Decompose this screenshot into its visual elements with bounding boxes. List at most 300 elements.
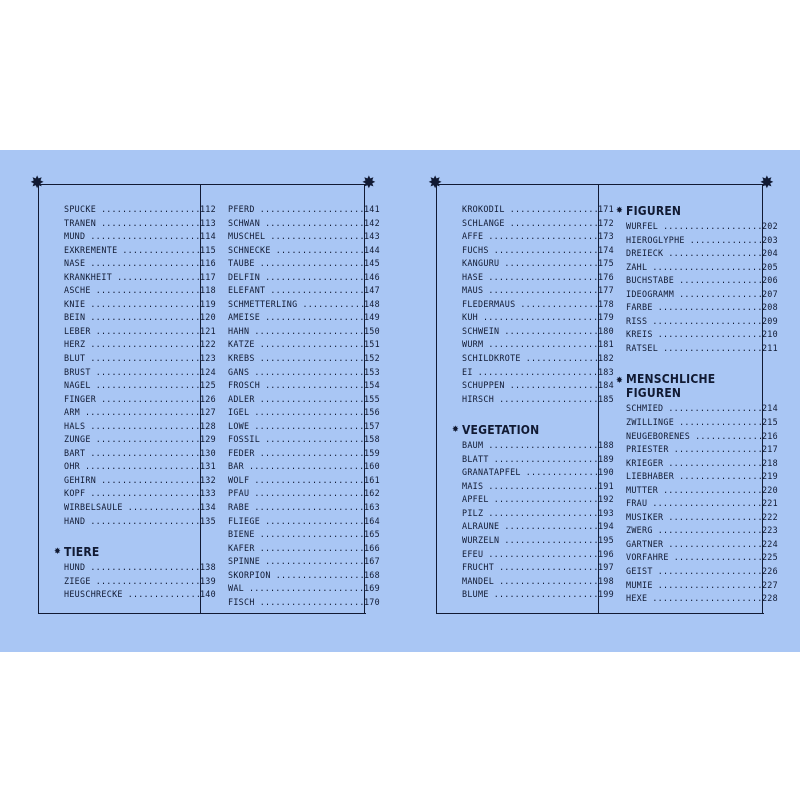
entry-page-number: 219 [761, 471, 778, 482]
entry-page-number: 211 [761, 342, 778, 353]
entry-page-number: 117 [199, 271, 216, 282]
index-entry [64, 562, 216, 576]
left-rule [436, 184, 437, 614]
entry-page-number: 145 [363, 258, 380, 269]
entry-name: HASE [462, 271, 484, 282]
entry-page-number: 165 [363, 529, 380, 540]
entry-name: KREIS [626, 329, 653, 340]
entry-name: TAUBE [228, 258, 255, 269]
entry-name: MUSCHEL [228, 231, 266, 242]
index-entry [228, 461, 380, 475]
entry-page-number: 168 [363, 569, 380, 580]
entry-name: WIRBELSAULE [64, 502, 123, 513]
index-entry [64, 312, 216, 326]
entry-page-number: 121 [199, 325, 216, 336]
entry-name: HIEROGLYPHE [626, 234, 685, 245]
entry-name: NEUGEBORENES [626, 430, 691, 441]
entry-name: BRUST [64, 366, 91, 377]
entry-page-number: 141 [363, 204, 380, 214]
entry-page-number: 206 [761, 275, 778, 286]
entry-page-number: 166 [363, 542, 380, 553]
entry-page-number: 135 [199, 515, 216, 526]
entry-name: IDEOGRAMM [626, 288, 675, 299]
star-icon: ✸ [616, 206, 623, 216]
entry-page-number: 130 [199, 447, 216, 458]
entry-name: ASCHE [64, 285, 91, 296]
entry-name: SCHNECKE [228, 244, 271, 255]
index-entry [228, 570, 380, 584]
dot-leader [96, 434, 200, 444]
entry-page-number: 180 [597, 325, 614, 336]
dot-leader [254, 367, 364, 377]
dot-leader [265, 556, 364, 566]
entry-page-number: 112 [199, 204, 216, 214]
index-entry [228, 488, 380, 502]
index-entry [228, 299, 380, 313]
index-entry [64, 475, 216, 489]
index-entry [228, 556, 380, 570]
entry-name: SCHWAN [228, 217, 261, 228]
index-entry [64, 367, 216, 381]
entry-page-number: 154 [363, 380, 380, 391]
dot-leader [483, 312, 598, 322]
index-entry [64, 299, 216, 313]
entry-page-number: 220 [761, 484, 778, 495]
entry-page-number: 173 [597, 231, 614, 242]
dot-leader [265, 312, 364, 322]
entry-name: PFERD [228, 204, 255, 214]
section-title-line1: MENSCHLICHE [626, 372, 716, 387]
index-entry [462, 508, 614, 522]
index-entry [64, 488, 216, 502]
entry-name: GEIST [626, 566, 653, 577]
entry-name: BAR [228, 461, 245, 472]
entry-name: LIEBHABER [626, 471, 675, 482]
entry-name: WURFEL [626, 221, 659, 231]
index-entry [64, 407, 216, 421]
dot-leader [520, 299, 598, 309]
sparkle-icon: ✸ [759, 173, 774, 193]
index-entry [462, 481, 614, 495]
entry-page-number: 122 [199, 339, 216, 350]
entry-page-number: 123 [199, 353, 216, 364]
entry-page-number: 169 [363, 583, 380, 594]
section-heading-menschliche-figuren [616, 372, 778, 400]
entry-page-number: 225 [761, 552, 778, 563]
index-entry [626, 552, 778, 566]
entry-name: EFEU [462, 548, 484, 559]
entry-name: HERZ [64, 339, 86, 350]
index-entry [626, 512, 778, 526]
entry-name: RABE [228, 502, 250, 513]
entry-name: APFEL [462, 494, 489, 505]
entry-name: FUCHS [462, 244, 489, 255]
dot-leader [695, 431, 762, 441]
entry-page-number: 193 [597, 507, 614, 518]
dot-leader [265, 218, 364, 228]
entry-page-number: 128 [199, 420, 216, 431]
dot-leader [260, 597, 364, 607]
entry-page-number: 149 [363, 312, 380, 323]
entry-page-number: 188 [597, 440, 614, 451]
dot-leader [499, 562, 598, 572]
entry-page-number: 129 [199, 434, 216, 445]
entry-page-number: 196 [597, 548, 614, 559]
dot-leader [249, 461, 364, 471]
entry-name: FINGER [64, 393, 97, 404]
dot-leader [488, 285, 598, 295]
entry-name: ZWILLINGE [626, 417, 675, 428]
index-entry [626, 471, 778, 485]
entry-page-number: 208 [761, 302, 778, 313]
dot-leader [679, 417, 762, 427]
index-entry [64, 245, 216, 259]
dot-leader [668, 512, 762, 522]
dot-leader [488, 508, 598, 518]
index-entry [64, 448, 216, 462]
entry-name: BUCHSTABE [626, 275, 675, 286]
dot-leader [117, 272, 200, 282]
entry-name: ARM [64, 407, 81, 418]
entry-page-number: 184 [597, 380, 614, 391]
entry-name: ADLER [228, 393, 255, 404]
entry-page-number: 179 [597, 312, 614, 323]
right-page [428, 173, 778, 614]
entry-page-number: 181 [597, 339, 614, 350]
entry-name: AMEISE [228, 312, 261, 323]
entry-page-number: 163 [363, 502, 380, 513]
dot-leader [674, 552, 762, 562]
entry-page-number: 203 [761, 234, 778, 245]
entry-page-number: 144 [363, 244, 380, 255]
entry-page-number: 189 [597, 453, 614, 464]
entry-name: KNIE [64, 298, 86, 309]
entry-name: IGEL [228, 407, 250, 418]
dot-leader [96, 326, 200, 336]
entry-page-number: 113 [199, 217, 216, 228]
index-entry [228, 367, 380, 381]
index-entry [64, 339, 216, 353]
star-icon: ✸ [452, 425, 459, 436]
entry-page-number: 134 [199, 502, 216, 513]
entry-name: SPINNE [228, 556, 261, 567]
index-entry [462, 339, 614, 353]
index-entry [462, 231, 614, 245]
index-entry [462, 440, 614, 454]
section-heading-vegetation [452, 423, 614, 437]
index-entry [462, 326, 614, 340]
section-title: FIGUREN [626, 204, 682, 218]
dot-leader [488, 481, 598, 491]
entry-name: MUSIKER [626, 511, 664, 522]
entry-name: HEUSCHRECKE [64, 589, 123, 600]
index-entry [626, 593, 778, 607]
entry-page-number: 194 [597, 521, 614, 532]
index-entry [228, 231, 380, 245]
entry-page-number: 226 [761, 566, 778, 577]
dot-leader [270, 231, 364, 241]
entry-name: ZWERG [626, 525, 653, 536]
index-entry [64, 502, 216, 516]
index-entry [64, 576, 216, 590]
dot-leader [658, 329, 762, 339]
index-entry [64, 258, 216, 272]
dot-leader [652, 593, 762, 603]
entry-page-number: 142 [363, 217, 380, 228]
dot-leader [254, 326, 364, 336]
entry-page-number: 139 [199, 575, 216, 586]
dot-leader [526, 353, 598, 363]
entry-page-number: 204 [761, 248, 778, 259]
index-entry [626, 485, 778, 499]
entry-name: FLIEGE [228, 515, 261, 526]
dot-leader [504, 326, 598, 336]
dot-leader [494, 589, 598, 599]
entry-page-number: 207 [761, 288, 778, 299]
entry-page-number: 151 [363, 339, 380, 350]
entry-name: MUTTER [626, 484, 659, 495]
index-entry [626, 566, 778, 580]
section-heading-tiere [54, 545, 216, 559]
index-entry [228, 326, 380, 340]
section-heading-figuren [616, 204, 778, 218]
entry-name: WURM [462, 339, 484, 350]
dot-leader [488, 339, 598, 349]
dot-leader [658, 580, 762, 590]
dot-leader [658, 566, 762, 576]
entry-name: ZUNGE [64, 434, 91, 445]
index-entry [626, 444, 778, 458]
index-entry [64, 394, 216, 408]
dot-leader [260, 394, 364, 404]
index-entry [228, 475, 380, 489]
section-title: VEGETATION [462, 423, 540, 438]
dot-leader [260, 204, 364, 214]
entry-name: GANS [228, 366, 250, 377]
entry-page-number: 155 [363, 393, 380, 404]
dot-leader [668, 403, 762, 413]
index-entry [462, 312, 614, 326]
index-entry [462, 258, 614, 272]
entry-page-number: 116 [199, 258, 216, 269]
entry-name: KUH [462, 312, 479, 323]
entry-name: BLATT [462, 453, 489, 464]
dot-leader [488, 549, 598, 559]
entry-page-number: 119 [199, 298, 216, 309]
dot-leader [260, 543, 364, 553]
index-entry [64, 272, 216, 286]
dot-leader [276, 570, 364, 580]
entry-name: PFAU [228, 488, 250, 499]
dot-leader [510, 204, 598, 214]
entry-name: BEIN [64, 312, 86, 323]
index-entry [64, 204, 216, 218]
index-entry [462, 285, 614, 299]
dot-leader [270, 285, 364, 295]
left-page [30, 173, 380, 614]
dot-leader [260, 258, 364, 268]
dot-leader [254, 502, 364, 512]
sparkle-icon: ✸ [361, 173, 376, 193]
dot-leader [504, 535, 598, 545]
index-entry [228, 448, 380, 462]
entry-name: KATZE [228, 339, 255, 350]
index-entry [228, 434, 380, 448]
index-entry [462, 576, 614, 590]
index-entry [228, 597, 380, 611]
section-title [626, 372, 715, 400]
dot-leader [690, 235, 762, 245]
index-entry [64, 421, 216, 435]
dot-leader [265, 380, 364, 390]
entry-name: AFFE [462, 231, 484, 242]
entry-page-number: 156 [363, 407, 380, 418]
entry-name: RISS [626, 315, 648, 326]
dot-leader [494, 494, 598, 504]
dot-leader [504, 258, 598, 268]
entry-name: ALRAUNE [462, 521, 500, 532]
index-column-right-2 [616, 204, 778, 607]
index-entry [228, 529, 380, 543]
dot-leader [499, 394, 598, 404]
index-entry [626, 316, 778, 330]
entry-page-number: 215 [761, 417, 778, 428]
index-entry [64, 231, 216, 245]
sparkle-icon: ✸ [428, 173, 443, 193]
entry-name: DREIECK [626, 248, 664, 259]
index-column-right-1 [452, 204, 614, 603]
index-column-left-2 [228, 204, 380, 610]
entry-page-number: 199 [597, 589, 614, 600]
entry-name: SCHMETTERLING [228, 298, 298, 309]
entry-page-number: 227 [761, 579, 778, 590]
index-entry [626, 289, 778, 303]
dot-leader [679, 275, 762, 285]
entry-page-number: 217 [761, 444, 778, 455]
entry-page-number: 178 [597, 298, 614, 309]
dot-leader [260, 339, 364, 349]
index-entry [228, 353, 380, 367]
index-entry [626, 498, 778, 512]
index-entry [462, 494, 614, 508]
entry-page-number: 164 [363, 515, 380, 526]
index-entry [462, 467, 614, 481]
entry-page-number: 147 [363, 285, 380, 296]
entry-page-number: 146 [363, 271, 380, 282]
index-entry [462, 562, 614, 576]
index-entry [462, 589, 614, 603]
dot-leader [488, 231, 598, 241]
entry-name: LOWE [228, 420, 250, 431]
section-title-line2: FIGUREN [626, 386, 682, 401]
index-entry [462, 204, 614, 218]
entry-page-number: 131 [199, 461, 216, 472]
entry-page-number: 170 [363, 596, 380, 607]
dot-leader [90, 448, 200, 458]
entry-name: TRANEN [64, 217, 97, 228]
entry-page-number: 161 [363, 474, 380, 485]
entry-page-number: 209 [761, 315, 778, 326]
index-entry [228, 258, 380, 272]
dot-leader [510, 218, 598, 228]
dot-leader [96, 380, 200, 390]
index-entry [64, 285, 216, 299]
index-entry [462, 367, 614, 381]
dot-leader [276, 245, 364, 255]
entry-name: BLUME [462, 589, 489, 600]
dot-leader [260, 353, 364, 363]
entry-name: FRUCHT [462, 562, 495, 573]
dot-leader [663, 343, 762, 353]
dot-leader [526, 467, 598, 477]
entry-page-number: 224 [761, 538, 778, 549]
entry-page-number: 160 [363, 461, 380, 472]
entry-page-number: 191 [597, 480, 614, 491]
dot-leader [90, 231, 200, 241]
entry-name: HALS [64, 420, 86, 431]
dot-leader [90, 562, 200, 572]
entry-page-number: 221 [761, 498, 778, 509]
entry-page-number: 140 [199, 589, 216, 600]
entry-name: FISCH [228, 596, 255, 607]
entry-name: FEDER [228, 447, 255, 458]
entry-name: BIENE [228, 529, 255, 540]
index-entry [462, 380, 614, 394]
entry-name: FLEDERMAUS [462, 298, 516, 309]
dot-leader [90, 353, 200, 363]
entry-name: GEHIRN [64, 474, 97, 485]
index-entry [228, 502, 380, 516]
dot-leader [96, 576, 200, 586]
star-icon: ✸ [616, 376, 623, 387]
index-entry [228, 218, 380, 232]
dot-leader [668, 248, 762, 258]
index-entry [228, 583, 380, 597]
dot-leader [85, 407, 200, 417]
dot-leader [254, 475, 364, 485]
index-entry [64, 516, 216, 530]
entry-page-number: 228 [761, 593, 778, 604]
index-entry [228, 312, 380, 326]
entry-name: LEBER [64, 325, 91, 336]
dot-leader [658, 525, 762, 535]
entry-page-number: 150 [363, 325, 380, 336]
index-entry [626, 539, 778, 553]
index-entry [462, 521, 614, 535]
dot-leader [652, 262, 762, 272]
dot-leader [265, 272, 364, 282]
dot-leader [499, 576, 598, 586]
index-entry [626, 431, 778, 445]
entry-page-number: 172 [597, 217, 614, 228]
entry-page-number: 195 [597, 535, 614, 546]
entry-name: PRIESTER [626, 444, 669, 455]
index-entry [462, 353, 614, 367]
dot-leader [488, 272, 598, 282]
entry-page-number: 222 [761, 511, 778, 522]
entry-page-number: 174 [597, 244, 614, 255]
entry-page-number: 115 [199, 244, 216, 255]
index-entry [462, 535, 614, 549]
index-entry [626, 580, 778, 594]
entry-name: BART [64, 447, 86, 458]
entry-name: KANGURU [462, 258, 500, 269]
dot-leader [488, 440, 598, 450]
entry-name: HAHN [228, 325, 250, 336]
bottom-rule [38, 613, 366, 614]
entry-name: OHR [64, 461, 81, 472]
entry-name: MANDEL [462, 575, 495, 586]
